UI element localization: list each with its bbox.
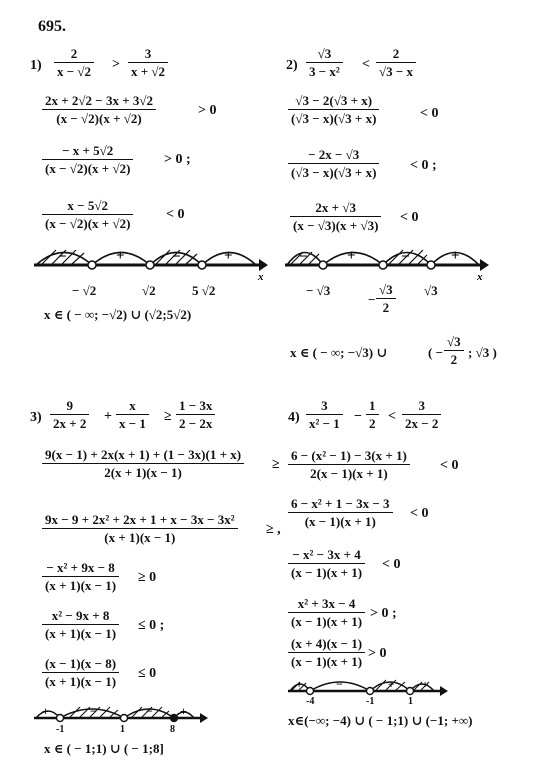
fraction [290, 200, 381, 233]
fraction [42, 198, 133, 231]
sign-label: + [180, 704, 187, 718]
relation: < 0 ; [410, 158, 437, 173]
fraction [42, 93, 156, 126]
numerator: 1 − 3x [176, 398, 215, 415]
open-point [198, 261, 206, 269]
numerator: x [116, 398, 149, 415]
tick-label: -4 [306, 696, 315, 707]
numerator: 3 [402, 398, 441, 415]
relation: ≥ 0 [138, 570, 157, 585]
axis-variable: x [477, 271, 483, 283]
answer: x∈(−∞; −4) ∪ ( − 1;1) ∪ (−1; +∞) [288, 713, 473, 728]
fraction [42, 608, 119, 641]
tick-label: − √3 [306, 283, 331, 298]
denominator: (x + 1)(x − 1) [45, 578, 117, 593]
fraction [288, 547, 365, 580]
denominator: 2 [369, 416, 376, 431]
sign-label: − [146, 704, 153, 718]
answer-part: ; √3 ) [468, 345, 497, 360]
tick-mid-sign: − [368, 292, 376, 307]
part-label: 1) [30, 58, 42, 73]
relation: < 0 [382, 557, 401, 572]
fraction [288, 147, 379, 180]
denominator: 3 − x² [309, 64, 340, 79]
numerator: √3 [306, 46, 343, 63]
tick-label: √2 [142, 283, 156, 298]
sign-label: − [90, 704, 97, 718]
relation: > [112, 57, 120, 72]
denominator: (x − √2)(x + √2) [56, 111, 142, 126]
fraction [42, 656, 119, 689]
open-point [57, 715, 64, 722]
numerator: 3 [128, 46, 168, 63]
fraction [54, 46, 94, 79]
axis-arrow [259, 259, 268, 271]
relation: < 0 [420, 106, 439, 121]
tick-label: 8 [170, 724, 175, 735]
relation: ≤ 0 [138, 666, 157, 681]
part-label: 3) [30, 410, 42, 425]
relation: < 0 [166, 207, 185, 222]
denominator: (x + 1)(x − 1) [45, 626, 117, 641]
fraction [288, 496, 393, 529]
relation: < [362, 57, 370, 72]
sign-label: + [296, 679, 303, 691]
numerator: x² − 9x + 8 [42, 608, 119, 625]
fraction [402, 398, 441, 431]
fraction [42, 447, 244, 480]
fraction [176, 398, 215, 431]
sign-label: − [401, 249, 410, 265]
sign-label: − [58, 249, 67, 265]
sign-label: + [116, 248, 125, 264]
operator: − [354, 409, 362, 424]
denominator: (x − √3)(x + √3) [293, 218, 379, 233]
fraction [50, 398, 89, 431]
fraction [288, 93, 379, 126]
tick-label: -1 [366, 696, 375, 707]
numerator: x² + 3x − 4 [288, 596, 365, 613]
open-point [319, 261, 327, 269]
sign-label: − [336, 677, 343, 691]
open-point [427, 261, 435, 269]
numerator: 1 [366, 398, 379, 415]
answer: x ∈ ( − ∞; −√2) ∪ (√2;5√2) [44, 307, 192, 322]
denominator: √3 − x [379, 64, 414, 79]
denominator: 2 − 2x [179, 416, 213, 431]
fraction [376, 282, 396, 315]
denominator: (x − 1)(x + 1) [291, 614, 363, 629]
denominator: x − 1 [119, 416, 146, 431]
denominator: 2x − 2 [405, 416, 439, 431]
numerator: 6 − x² + 1 − 3x − 3 [288, 496, 393, 513]
denominator: (x − 1)(x + 1) [304, 514, 376, 529]
tick-label: 1 [408, 696, 413, 707]
open-point [121, 715, 128, 722]
part-label: 2) [286, 58, 298, 73]
numerator: 9x − 9 + 2x² + 2x + 1 + x − 3x − 3x² [42, 512, 238, 529]
fraction [288, 448, 410, 481]
relation: > 0 ; [370, 606, 397, 621]
numerator: √3 − 2(√3 + x) [288, 93, 379, 110]
denominator: 2 [450, 352, 458, 367]
denominator: (x − √2)(x + √2) [45, 161, 131, 176]
fraction [116, 398, 149, 431]
operator: + [104, 409, 112, 424]
fraction [42, 143, 133, 176]
tick-label: √3 [424, 283, 438, 298]
fraction [306, 398, 343, 431]
axis-variable: x [258, 271, 264, 283]
fraction [42, 560, 119, 593]
numerator: − 2x − √3 [288, 147, 379, 164]
numerator: 2x + 2√2 − 3x + 3√2 [42, 93, 156, 110]
sign-label: + [42, 704, 49, 718]
denominator: (x + 1)(x − 1) [45, 674, 117, 689]
sign-label: + [224, 248, 233, 264]
relation: > 0 ; [164, 152, 191, 167]
sign-label: − [172, 249, 181, 265]
denominator: x − √2 [57, 64, 92, 79]
sign-label: + [347, 248, 356, 264]
denominator: (x + 1)(x − 1) [104, 530, 176, 545]
tick-label: 5 √2 [192, 283, 216, 298]
fraction [376, 46, 416, 79]
numerator: x − 5√2 [42, 198, 133, 215]
numerator: 6 − (x² − 1) − 3(x + 1) [288, 448, 410, 465]
sign-label: − [299, 249, 308, 265]
open-point [146, 261, 154, 269]
denominator: (x − √2)(x + √2) [45, 216, 131, 231]
open-point [88, 261, 96, 269]
relation: < 0 [440, 458, 459, 473]
numerator: (x + 4)(x − 1) [288, 636, 365, 653]
relation: ≥ [164, 409, 172, 424]
denominator: (√3 − x)(√3 + x) [291, 165, 377, 180]
numerator: (x − 1)(x − 8) [42, 656, 119, 673]
denominator: 2 [382, 300, 390, 315]
sign-chart [34, 240, 264, 283]
relation: < 0 [400, 210, 419, 225]
sign-label: + [388, 679, 395, 691]
numerator: 2 [376, 46, 416, 63]
numerator: 9 [50, 398, 89, 415]
relation: ≤ 0 ; [138, 618, 165, 633]
denominator: x² − 1 [309, 416, 340, 431]
numerator: − x + 5√2 [42, 143, 133, 160]
denominator: 2(x − 1)(x + 1) [310, 466, 388, 481]
answer: x ∈ ( − ∞; −√3) ∪ [290, 345, 388, 360]
numerator: 9(x − 1) + 2x(x + 1) + (1 − 3x)(1 + x) [42, 447, 244, 464]
open-point [307, 688, 314, 695]
numerator: √3 [376, 282, 396, 299]
axis-arrow [480, 259, 489, 271]
numerator: √3 [444, 334, 464, 351]
sign-label: + [451, 248, 460, 264]
denominator: (√3 − x)(√3 + x) [291, 111, 377, 126]
relation: > 0 [368, 646, 387, 661]
denominator: (x − 1)(x + 1) [291, 565, 363, 580]
numerator: − x² − 3x + 4 [288, 547, 365, 564]
tick-label: 1 [120, 724, 125, 735]
open-point [407, 688, 414, 695]
sign-chart [285, 240, 500, 283]
numerator: − x² + 9x − 8 [42, 560, 119, 577]
fraction [306, 46, 343, 79]
denominator: 2x + 2 [53, 416, 87, 431]
answer-part: ( − [428, 345, 443, 360]
fraction [128, 46, 168, 79]
problem-number: 695. [38, 18, 66, 35]
tick-label: − √2 [72, 283, 97, 298]
open-point [367, 688, 374, 695]
relation: < [388, 409, 396, 424]
fraction [366, 398, 379, 431]
open-point [379, 261, 387, 269]
fraction [444, 334, 464, 367]
fraction [42, 512, 238, 545]
numerator: 2 [54, 46, 94, 63]
axis-arrow [440, 686, 448, 696]
relation: ≥ [272, 457, 280, 472]
relation: > 0 [198, 103, 217, 118]
denominator: (x − 1)(x + 1) [291, 654, 363, 669]
tick-label: -1 [56, 724, 65, 735]
relation: ≥ , [266, 522, 281, 537]
part-label: 4) [288, 410, 300, 425]
closed-point [171, 715, 178, 722]
axis-arrow [200, 713, 208, 723]
relation: < 0 [410, 506, 429, 521]
sign-label: + [422, 679, 429, 691]
answer: x ∈ ( − 1;1) ∪ ( − 1;8] [44, 741, 164, 756]
denominator: x + √2 [131, 64, 166, 79]
fraction [288, 636, 365, 669]
fraction [288, 596, 365, 629]
denominator: 2(x + 1)(x − 1) [104, 465, 182, 480]
numerator: 3 [306, 398, 343, 415]
numerator: 2x + √3 [290, 200, 381, 217]
